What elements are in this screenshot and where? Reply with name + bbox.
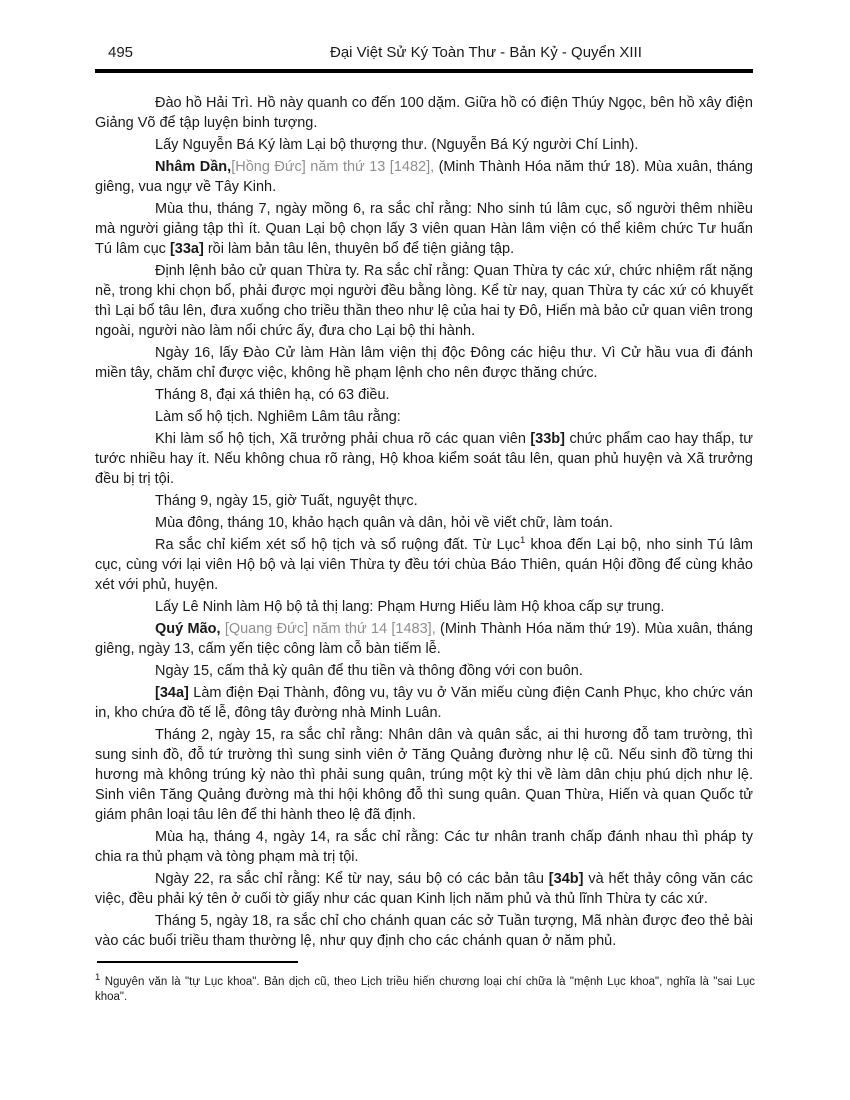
folio-marker: [34b] [548, 871, 584, 887]
text-run: Tháng 2, ngày 15, ra sắc chỉ rằng: Nhân dân và quân sắc, ai thi hương đỗ tam trường, thì sung sinh đồ, đỗ tứ trường thì sung sinh viên ở Tăng Quảng đường như lệ cũ. Nếu sinh đồ từng thi hương mà không trúng kỳ nào thì phải sung quân, trúng một kỳ thi về làm dân chịu phú dịch như lệ. Sinh viên Tăng Quảng đường mà thi hội không đỗ thì sung quân. Quan Thừa, Hiến và quan Quốc tử giám phân loại tâu lên để thi hành theo lệ đã định. [95, 727, 753, 823]
document-body [95, 93, 753, 953]
folio-marker: [33b] [530, 431, 565, 447]
header-rule [95, 69, 753, 73]
era-note: [Quang Đức] năm thứ 14 [1483], [224, 621, 436, 637]
text-run: Tháng 5, ngày 18, ra sắc chỉ cho chánh quan các sở Tuần tượng, Mã nhàn được đeo thẻ bài vào các buổi triều tham thường lệ, như quy định cho các chánh quan ở năm phủ. [95, 913, 753, 949]
text-run: và hết thảy công văn các việc, đều phải ký tên ở cuối tờ giấy như các quan Kinh lịch năm phủ và thủ lĩnh Thừa ty các xứ. [95, 871, 753, 907]
paragraph [95, 407, 753, 427]
paragraph [95, 661, 753, 681]
text-run: Nguyên văn là "tự Lục khoa". Bản dịch cũ, theo Lịch triều hiến chương loại chí chữa là "mệnh Lục khoa", nghĩa là "sai Lục khoa". [95, 976, 755, 1003]
footnote [95, 972, 755, 1005]
text-run: Mùa đông, tháng 10, khảo hạch quân và dân, hỏi về viết chữ, làm toán. [155, 515, 613, 531]
text-run: Định lệnh bảo cử quan Thừa ty. Ra sắc chỉ rằng: Quan Thừa ty các xứ, chức nhiệm rất nặng nề, trong khi chọn bổ, phải được mọi người đều bằng lòng. Kể từ nay, quan Thừa ty các xứ có khuyết thì Lại bổ tâu lên, đưa xuống cho triều thần theo như lệ của hai ty Đô, Hiến mà bảo cử quan viên trong ngoài, người nào làm nổi chức ấy, đưa cho Lại bộ thi hành. [95, 263, 753, 339]
text-run: Làm điện Đại Thành, đông vu, tây vu ở Văn miếu cùng điện Canh Phục, kho chức ván in, kho chứa đồ tế lễ, đông tây đường nhà Minh Luân. [95, 685, 753, 721]
paragraph [95, 725, 753, 825]
text-run: rồi làm bản tâu lên, thuyên bổ để tiện giảng tập. [203, 241, 515, 257]
paragraph [95, 683, 753, 723]
text-run: Khi làm sổ hộ tịch, Xã trưởng phải chua rõ các quan viên [155, 431, 531, 447]
paragraph [95, 261, 753, 341]
page-header [95, 42, 753, 64]
paragraph [95, 911, 753, 951]
text-run: Ngày 16, lấy Đào Cử làm Hàn lâm viện thị độc Đông các hiệu thư. Vì Cử hầu vua đi đánh miền tây, chăm chỉ được việc, không hề phạm lệnh cho nên được thăng chức. [95, 345, 753, 381]
text-run: Lấy Nguyễn Bá Ký làm Lại bộ thượng thư. (Nguyễn Bá Ký người Chí Linh). [155, 137, 639, 153]
paragraph [95, 491, 753, 511]
text-run: Làm sổ hộ tịch. Nghiêm Lâm tâu rằng: [155, 409, 401, 425]
text-run: khoa đến Lại bộ, nho sinh Tú lâm cục, cùng với lại viên Hộ bộ và lại viên Thừa ty đều tới chùa Báo Thiên, quán Hội đồng để cùng khảo xét với phủ, huyện. [95, 537, 753, 593]
text-run: Lấy Lê Ninh làm Hộ bộ tả thị lang: Phạm Hưng Hiếu làm Hộ khoa cấp sự trung. [155, 599, 665, 615]
paragraph [95, 343, 753, 383]
text-run: Ngày 15, cấm thả kỳ quân để thu tiền và thông đồng với con buôn. [155, 663, 583, 679]
paragraph [95, 93, 753, 133]
text-run: Mùa thu, tháng 7, ngày mồng 6, ra sắc chỉ rằng: Nho sinh tú lâm cục, số người thêm nhiều mà người giảng tập thì ít. Quan Lại bộ chọn lấy 3 viên quan Hàn lâm viện có thể kiêm chức Tư huấn Tú lâm cục [95, 201, 753, 257]
year-label: Nhâm Dần, [155, 159, 232, 175]
paragraph [95, 135, 753, 155]
paragraph [95, 199, 753, 259]
text-run: Đào hồ Hải Trì. Hồ này quanh co đến 100 dặm. Giữa hồ có điện Thúy Ngọc, bên hồ xây điện Giảng Võ để tập luyện binh tượng. [95, 95, 753, 131]
paragraph [95, 869, 753, 909]
paragraph [95, 535, 753, 595]
paragraph [95, 513, 753, 533]
paragraph [95, 429, 753, 489]
year-label: Quý Mão, [155, 621, 225, 637]
text-run: Tháng 8, đại xá thiên hạ, có 63 điều. [155, 387, 390, 403]
paragraph [95, 619, 753, 659]
text-run: Mùa hạ, tháng 4, ngày 14, ra sắc chỉ rằng: Các tư nhân tranh chấp đánh nhau thì pháp ty chia ra thủ phạm và tòng phạm mà trị tội. [95, 829, 753, 865]
text-run: chức phẩm cao hay thấp, tư tước nhiều hay ít. Nếu không chua rõ ràng, Hộ khoa kiểm soát tâu lên, quan phủ huyện và Xã trưởng đều bị trị tội. [95, 431, 753, 487]
era-note: [Hồng Đức] năm thứ 13 [1482], [231, 159, 435, 175]
footnote-separator [97, 961, 298, 963]
page-number: 495 [108, 44, 134, 61]
folio-marker: [34a] [155, 685, 189, 701]
running-title: Đại Việt Sử Ký Toàn Thư - Bản Kỷ - Quyển XIII [330, 44, 642, 61]
paragraph [95, 157, 753, 197]
paragraph [95, 597, 753, 617]
text-run: Ra sắc chỉ kiểm xét sổ hộ tịch và sổ ruộng đất. Từ Lục [155, 537, 520, 553]
folio-marker: [33a] [169, 241, 204, 257]
text-run: (Minh Thành Hóa năm thứ 19). Mùa xuân, tháng giêng, ngày 13, cấm yến tiệc công làm cỗ bàn tiếm lễ. [95, 621, 753, 657]
paragraph [95, 385, 753, 405]
text-run: Ngày 22, ra sắc chỉ rằng: Kể từ nay, sáu bộ có các bản tâu [155, 871, 549, 887]
text-run: (Minh Thành Hóa năm thứ 18). Mùa xuân, tháng giêng, vua ngự về Tây Kinh. [95, 159, 753, 195]
footnote-ref: 1 [95, 972, 101, 984]
paragraph [95, 827, 753, 867]
text-run: Tháng 9, ngày 15, giờ Tuất, nguyệt thực. [155, 493, 418, 509]
footnote-ref: 1 [520, 535, 526, 547]
